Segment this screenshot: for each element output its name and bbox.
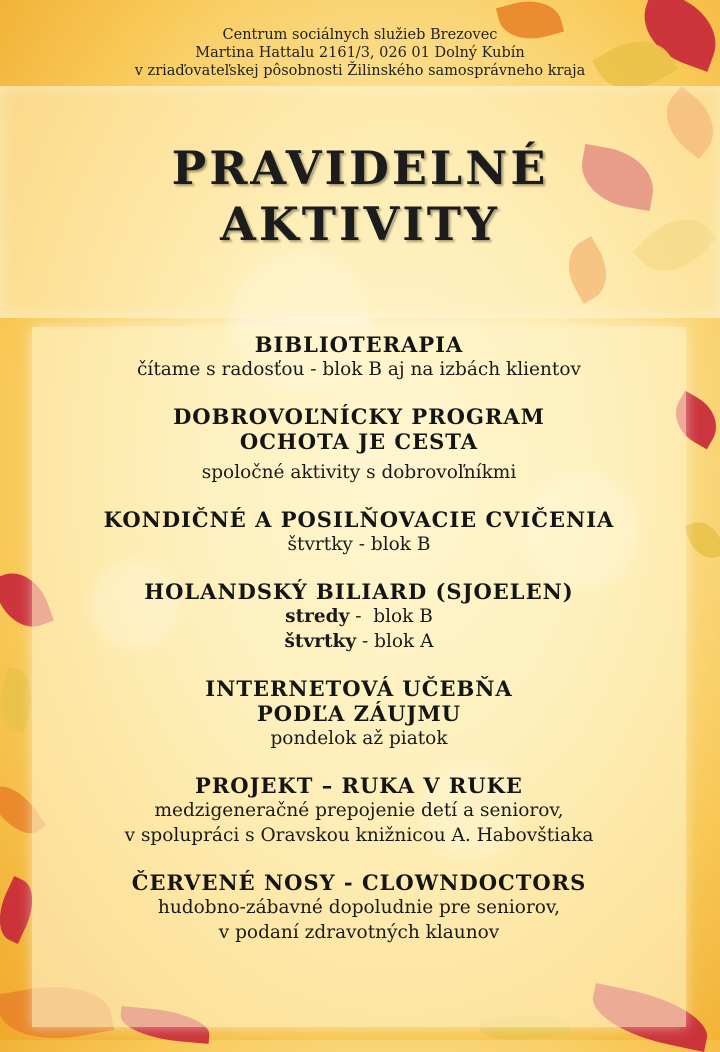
activity-description: pondelok až piatok xyxy=(270,728,448,749)
schedule-detail: - blok A xyxy=(356,631,434,652)
schedule-day: stredy xyxy=(285,606,350,627)
activity-internetova-ucebna xyxy=(32,676,686,751)
title-line-1: PRAVIDELNÉ xyxy=(171,141,549,195)
activity-description: hudobno-zábavné dopoludnie pre seniorov, xyxy=(157,897,561,918)
activity-description: spoločné aktivity s dobrovoľníkmi xyxy=(201,462,517,483)
schedule-line-2 xyxy=(32,629,686,654)
activity-description: čítame s radosťou - blok B aj na izbách klientov xyxy=(137,359,581,380)
organization-authority: v zriaďovateľskej pôsobnosti Žilinského samosprávneho kraja xyxy=(134,63,586,79)
activity-heading: HOLANDSKÝ BILIARD (SJOELEN) xyxy=(144,579,574,604)
organization-header xyxy=(0,26,720,80)
activity-cervene-nosy xyxy=(32,870,686,945)
activity-subheading: PODĽA ZÁUJMU xyxy=(256,701,462,726)
activity-kondicne-cvicenia xyxy=(32,507,686,557)
activity-description: v spolupráci s Oravskou knižnicou A. Habovštiaka xyxy=(124,825,594,846)
activity-description: medzigeneračné prepojenie detí a seniorov, xyxy=(154,800,564,821)
activity-heading: ČERVENÉ NOSY - CLOWNDOCTORS xyxy=(131,870,587,895)
activity-biblioterapia xyxy=(32,332,686,382)
activity-projekt-ruka-v-ruke xyxy=(32,773,686,848)
activity-heading: PROJEKT – RUKA V RUKE xyxy=(195,773,523,798)
activity-description: štvrtky - blok B xyxy=(287,534,431,555)
schedule-day: štvrtky xyxy=(284,631,357,652)
organization-name: Centrum sociálnych služieb Brezovec xyxy=(222,27,498,43)
activity-holandsky-biliard xyxy=(32,579,686,654)
activity-heading: DOBROVOĽNÍCKY PROGRAM xyxy=(173,404,545,429)
organization-address: Martina Hattalu 2161/3, 026 01 Dolný Kubín xyxy=(195,45,525,61)
activity-heading: KONDIČNÉ A POSILŇOVACIE CVIČENIA xyxy=(103,507,615,532)
activity-description: v podaní zdravotných klaunov xyxy=(218,922,500,943)
activity-subheading: OCHOTA JE CESTA xyxy=(239,429,479,454)
schedule-detail: - blok B xyxy=(349,606,433,627)
activities-list xyxy=(32,332,686,967)
title-line-2: AKTIVITY xyxy=(220,197,500,251)
activity-heading: INTERNETOVÁ UČEBŇA xyxy=(205,676,513,701)
schedule-line-1 xyxy=(32,604,686,629)
activity-dobrovolnicky-program xyxy=(32,404,686,485)
activity-heading: BIBLIOTERAPIA xyxy=(254,332,464,357)
page-title xyxy=(0,140,720,252)
